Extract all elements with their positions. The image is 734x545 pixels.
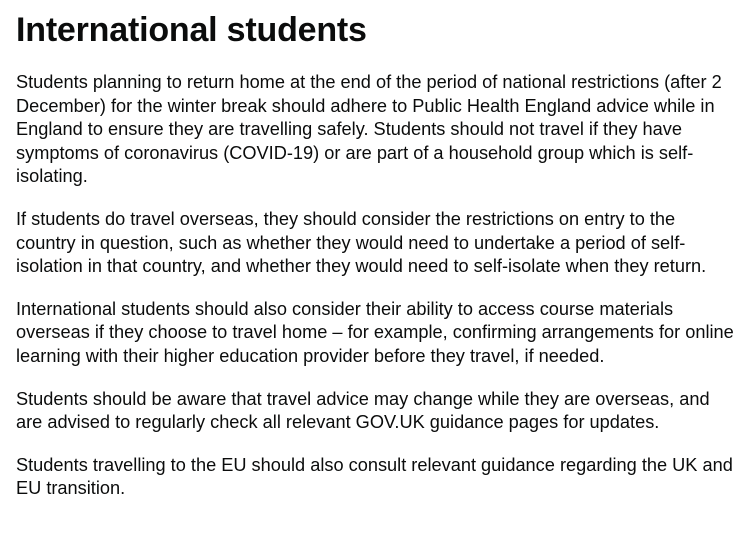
paragraph-course-materials: International students should also consider their ability to access course materials overseas if they choose to travel home – for example, confirming arrangements for online learning with their higher education provider before they travel, if needed. [16, 298, 734, 366]
paragraph-overseas-restrictions: If students do travel overseas, they should consider the restrictions on entry to the country in question, such as whether they would need to undertake a period of self-isolation in that country, and whether they would need to self-isolate when they return. [16, 208, 707, 277]
paragraph-winter-break-travel: Students planning to return home at the end of the period of national restrictions (after 2 December) for the winter break should adhere to Public Health England advice while in England to ensure they are travelling safely. Students should not travel if they have symptoms of coronavirus (COVID-19) or are part of a household group which is self-isolating. [16, 72, 722, 187]
page-title: International students [16, 11, 367, 49]
paragraph-travel-advice-updates: Students should be aware that travel advice may change while they are overseas, and are advised to regularly check all relevant GOV.UK guidance pages for updates. [16, 388, 710, 433]
paragraph-eu-transition-guidance: Students travelling to the EU should also consult relevant guidance regarding the UK and EU transition. [16, 454, 733, 499]
